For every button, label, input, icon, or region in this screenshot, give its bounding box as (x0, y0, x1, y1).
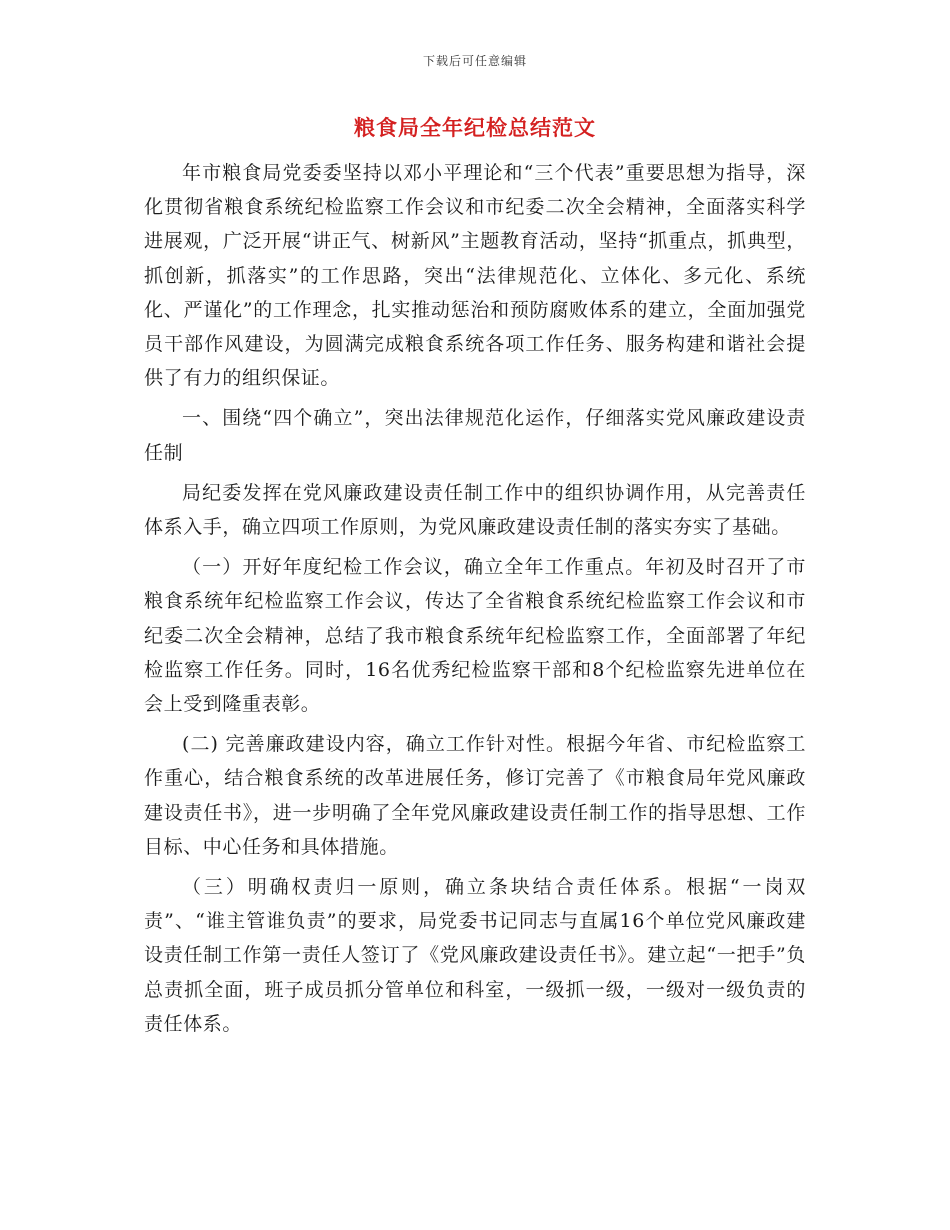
paragraph-item-3: （三）明确权责归一原则，确立条块结合责任体系。根据“一岗双责”、“谁主管谁负责”的要求，局党委书记同志与直属16个单位党风廉政建设责任制工作第一责任人签订了《党风廉政建设责任书》。建立起“一把手”负总责抓全面，班子成员抓分管单位和科室，一级抓一级，一级对一级负责的责任体系。 (144, 876, 806, 1035)
paragraph-item-2: (二) 完善廉政建设内容，确立工作针对性。根据今年省、市纪检监察工作重心，结合粮食系统的改革进展任务，修订完善了《市粮食局年党风廉政建设责任书》，进一步明确了全年党风廉政建设责任制工作的指导思想、工作目标、中心任务和具体措施。 (144, 733, 806, 858)
document-title: 粮食局全年纪检总结范文 (354, 115, 596, 140)
section-heading-1: 一、围绕“四个确立”，突出法律规范化运作，仔细落实党风廉政建设责任制 (144, 407, 806, 464)
paragraph-intro: 年市粮食局党委委坚持以邓小平理论和“三个代表”重要思想为指导，深化贯彻省粮食系统纪检监察工作会议和市纪委二次全会精神，全面落实科学进展观，广泛开展“讲正气、树新风”主题教育活动，坚持“抓重点，抓典型，抓创新，抓落实”的工作思路，突出“法律规范化、立体化、多元化、系统化、严谨化”的工作理念，扎实推动惩治和预防腐败体系的建立，全面加强党员干部作风建设，为圆满完成粮食系统各项工作任务、服务构建和谐社会提供了有力的组织保证。 (144, 162, 806, 390)
paragraph-section-1: 局纪委发挥在党风廉政建设责任制工作中的组织协调作用，从完善责任体系入手，确立四项工作原则，为党风廉政建设责任制的落实夯实了基础。 (144, 481, 806, 539)
header-note: 下载后可任意编辑 (422, 54, 527, 68)
paragraph-item-1: （一）开好年度纪检工作会议，确立全年工作重点。年初及时召开了市粮食系统年纪检监察工作会议，传达了全省粮食系统纪检监察工作会议和市纪委二次全会精神，总结了我市粮食系统年纪检监察工作，全面部署了年纪检监察工作任务。同时，16名优秀纪检监察干部和8个纪检监察先进单位在会上受到隆重表彰。 (144, 556, 806, 716)
document-body (144, 156, 806, 1041)
